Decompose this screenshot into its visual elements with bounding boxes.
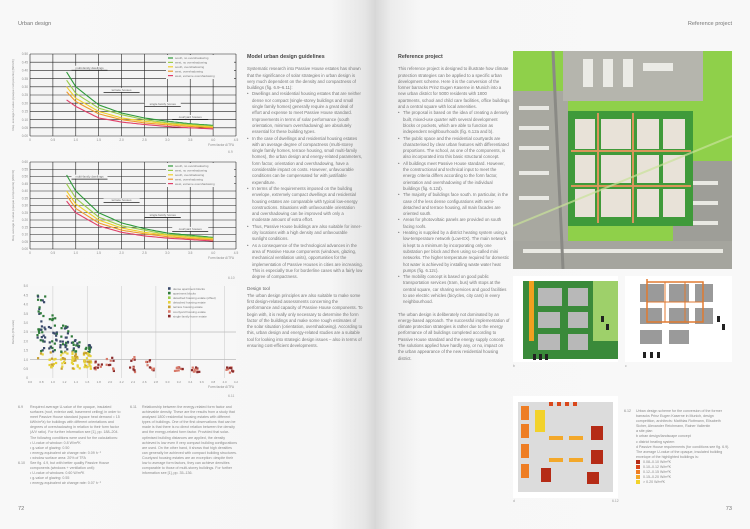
legend-item: 0.15–0.20 W/m²K — [636, 475, 730, 480]
chart-6-9 — [8, 50, 240, 150]
svg-text:3.6: 3.6 — [199, 380, 204, 384]
figure-ref-6-10: 6.10 — [228, 276, 235, 280]
running-head-right: Reference project — [687, 21, 732, 27]
svg-text:2.0: 2.0 — [119, 251, 124, 255]
section-heading: Reference project — [398, 54, 443, 60]
caption-6-9-6-10 — [18, 405, 126, 487]
svg-text:1.0: 1.0 — [73, 251, 78, 255]
legend-swatch-icon — [636, 480, 640, 484]
svg-text:3.0: 3.0 — [165, 251, 170, 255]
svg-text:4.2: 4.2 — [233, 380, 239, 384]
svg-text:1.5: 1.5 — [96, 251, 101, 255]
svg-text:5.0: 5.0 — [23, 284, 28, 289]
svg-text:west, extreme overshadowing: west, extreme overshadowing — [175, 181, 215, 186]
svg-text:2.5: 2.5 — [23, 330, 28, 335]
page-number-right: 73 — [725, 506, 732, 512]
design-tool-paragraph: The urban design principles are also suitable to make some first design-related assessments concerning the performance and capacity of Passive House components. To begin with, it is really only necessary to determine the form factor of the buildings and make some rough estimates of the solar situation (orientation, overshadowing). According to this, urban design and energy-related studies are a suitable tool for looking into strategic design issues – also in terms of ensuring cost-efficient developments. — [247, 292, 363, 349]
svg-text:4.0: 4.0 — [210, 138, 216, 142]
project-list — [398, 110, 510, 305]
svg-text:0.40: 0.40 — [21, 68, 28, 73]
caption-6-12: 6.12 Urban design scheme for the conversion of the former barracks Prinz Eugen Kaserne in Munich, design competition, architects: Matthias Rottmann, Elisabeth Sicher, Alexander Reichmann, Rainer Vallentin a site plan b urban design/landscape concept c district heating system d Passive House requirements (for conditions see fig. 6.9). The average U-value of the opaque, insulated building envelope of the highlighted buildings is: 0.08–0.10 W/m²K 0.10–0.12 W/m²K 0.12–0.15 W/m²K 0.15–0.20 W/m²K > 0.20 W/m²K — [624, 409, 730, 485]
svg-text:4.5: 4.5 — [233, 138, 239, 142]
chart-6-11 — [8, 282, 240, 392]
list-item: • The public space and the residential courtyards are characterised by clear urban features with differentiated proportions. The school, as one of the components, is also incorporated into this basic structural concept. — [398, 136, 510, 161]
u-value-chart-1 — [8, 50, 240, 150]
svg-text:3.4: 3.4 — [188, 380, 193, 384]
svg-text:0.15: 0.15 — [21, 225, 28, 230]
svg-text:2.0: 2.0 — [119, 138, 124, 142]
svg-text:2.0: 2.0 — [23, 339, 28, 344]
svg-text:0.10: 0.10 — [21, 117, 28, 122]
guidelines-list — [247, 91, 363, 280]
svg-text:1.0: 1.0 — [73, 138, 78, 142]
svg-text:1.4: 1.4 — [73, 380, 78, 384]
list-item: • Heating is supplied by a district heating system using a low-temperature network (Low-EX). The main network is kept to a minimum by incorporating only one substation per block and then using so-called mini networks. The higher temperature required for domestic hot water is achieved by installing waste water heat pumps (fig. 6.12c). — [398, 230, 510, 274]
svg-text:0.8: 0.8 — [39, 380, 44, 384]
svg-text:0.05: 0.05 — [21, 239, 28, 244]
svg-text:2.2: 2.2 — [119, 380, 124, 384]
svg-text:0.45: 0.45 — [21, 60, 28, 65]
svg-text:3.5: 3.5 — [188, 251, 193, 255]
list-item: • The proposal is based on the idea of creating a densely built, mixed-use quarter with several development blocks or pockets, which are able to function as independent neighbourhoods (fig. 6.12a and b). — [398, 110, 510, 135]
svg-text:3.0: 3.0 — [165, 380, 170, 384]
svg-text:0.35: 0.35 — [21, 76, 28, 81]
svg-text:0.25: 0.25 — [21, 210, 28, 215]
chart-6-10 — [8, 158, 240, 263]
svg-text:Form factor A/TFA: Form factor A/TFA — [208, 143, 234, 147]
svg-text:Form factor A/TFA: Form factor A/TFA — [208, 256, 234, 260]
site-plan-image — [513, 51, 732, 269]
svg-text:terrace houses: terrace houses — [111, 87, 132, 92]
svg-text:2.5: 2.5 — [142, 251, 147, 255]
figure-label-c: c — [625, 364, 627, 368]
intro-paragraph: This reference project is designed to illustrate how climate protection strategies can be applied to a specific urban development scheme. Here it is the conversion of the former barracks Prinz Eugen Kaserne in Munich into a new urban district for 5000 residents with 1800 apartments, school and child care facilities, office buildings and a central square with local amenities. — [398, 66, 510, 110]
model-guidelines-column — [247, 54, 363, 349]
svg-text:south, overshadowing: south, overshadowing — [175, 65, 205, 69]
svg-text:courtyard houses: courtyard houses — [178, 114, 202, 119]
svg-text:0.35: 0.35 — [21, 196, 28, 201]
legend-swatch-icon — [636, 470, 640, 474]
svg-text:0.60: 0.60 — [21, 160, 28, 165]
aerial-site-plan — [513, 51, 732, 269]
svg-text:detached housing estate: detached housing estate — [173, 300, 206, 305]
legend-swatch-icon — [636, 465, 640, 469]
svg-text:4.5: 4.5 — [233, 251, 239, 255]
running-head-left: Urban design — [18, 21, 52, 27]
svg-text:west, overshadowing: west, overshadowing — [175, 69, 204, 74]
svg-text:0.05: 0.05 — [21, 126, 28, 130]
svg-text:4.0: 4.0 — [210, 251, 216, 255]
svg-text:1.5: 1.5 — [23, 348, 28, 353]
svg-text:0.20: 0.20 — [21, 101, 28, 106]
svg-text:2.0: 2.0 — [108, 380, 113, 384]
svg-text:2.8: 2.8 — [153, 380, 158, 384]
svg-text:courtyard houses: courtyard houses — [178, 226, 202, 231]
svg-text:west, extreme overshadowing: west, extreme overshadowing — [175, 73, 215, 78]
subheading-design-tool: Design tool — [247, 286, 270, 292]
svg-text:south, no overshadowing: south, no overshadowing — [175, 56, 209, 61]
svg-text:1.6: 1.6 — [85, 380, 90, 384]
legend-item: > 0.20 W/m²K — [636, 480, 730, 485]
svg-text:Density (FSI-ratio): Density (FSI-ratio) — [11, 319, 15, 345]
svg-text:0.50: 0.50 — [21, 174, 28, 179]
svg-text:terrace houses: terrace houses — [111, 198, 132, 203]
svg-text:2.5: 2.5 — [142, 138, 147, 142]
svg-text:dense apartment blocks: dense apartment blocks — [173, 286, 205, 291]
svg-text:1.0: 1.0 — [50, 380, 55, 384]
svg-text:apartment blocks: apartment blocks — [173, 291, 196, 296]
svg-text:west, overshadowing: west, overshadowing — [175, 177, 204, 182]
svg-text:0.30: 0.30 — [21, 85, 28, 89]
svg-text:Req. average U-value (opaque c: Req. average U-value (opaque components) [W/m²K] — [11, 59, 15, 131]
svg-text:1.2: 1.2 — [62, 380, 67, 384]
right-page — [376, 0, 750, 529]
svg-text:0.30: 0.30 — [21, 203, 28, 208]
legend-swatch-icon — [636, 460, 640, 464]
svg-text:3.2: 3.2 — [176, 380, 181, 384]
svg-text:3.0: 3.0 — [23, 321, 28, 325]
passive-house-requirements-diagram — [513, 396, 618, 498]
svg-text:0.5: 0.5 — [50, 251, 56, 255]
svg-text:courtyard housing estate: courtyard housing estate — [173, 309, 206, 314]
svg-text:south, no overshadowing: south, no overshadowing — [175, 164, 209, 169]
svg-text:0.55: 0.55 — [21, 167, 28, 172]
svg-text:multi-family dwellings: multi-family dwellings — [75, 65, 104, 70]
svg-text:0.00: 0.00 — [21, 247, 28, 252]
list-item: • In the case of dwellings and residential housing estates with an average degree of compactness (multi-storey single family homes, terrace housing, small multi-family homes), the urban design and energy-related parameters, form factor, orientation and overshadowing, have a considerable impact on costs. However, unfavourable conditions can be compensated for with justifiable expenditure. — [247, 136, 363, 186]
svg-text:0.5: 0.5 — [50, 138, 56, 142]
svg-text:west, no overshadowing: west, no overshadowing — [175, 60, 208, 65]
svg-text:1.5: 1.5 — [96, 138, 101, 142]
svg-text:3.8: 3.8 — [211, 380, 216, 384]
svg-text:0.15: 0.15 — [21, 109, 28, 114]
svg-text:3.5: 3.5 — [188, 138, 193, 142]
svg-text:3.5: 3.5 — [23, 311, 28, 316]
svg-text:0: 0 — [29, 138, 31, 142]
caption-6-11: 6.11 Relationship between the energy-related form factor and achievable density. These are the results from a study that analysed 1800 residential housing estates with different types of buildings. One of the first observations that can be made is that there is no direct relation between the density and the energy-related form factor. Provided that solar-optimised building distances are applied, the density achieved is low even if very compact building configurations are used. On the other hand, it shows that high densities can generally be achieved with compact building structures. Courtyard housing estates are an exception: despite their low to average form factors, they can achieve densities comparable to those of multi-storey buildings. For further information see [1], pp. 35–136. — [130, 405, 238, 476]
list-item: • The mobility concept is based on good public transportation services (tram, bus) with stops at the central square, car sharing services and good facilities to use electric vehicles (bicycles, city cars) in every neighbourhood. — [398, 274, 510, 305]
svg-text:multi-family dwellings: multi-family dwellings — [75, 174, 104, 179]
caption-6-10: 6.10 See fig. 4.9, but with better quality Passive House components (windows + ventilation unit): • U-value of windows: 0.60 W/m²K • g-value of glazing: 0.55 • energy-equivalent air change rate: 0.07 h⁻¹ — [18, 461, 110, 486]
svg-text:south, overshadowing: south, overshadowing — [175, 173, 205, 177]
svg-text:Req. average U-value (opaque c: Req. average U-value (opaque components) [W/m²K] — [11, 170, 15, 241]
list-item: • Areas for photovoltaic panels are provided on south facing roofs. — [398, 217, 510, 230]
list-item: • Thus, Passive House buildings are also suitable for inner-city locations with a high density and unfavourable sunlight conditions. — [247, 224, 363, 243]
svg-text:1.8: 1.8 — [96, 380, 101, 384]
list-item: • As a consequence of the technological advances in the area of Passive House components (windows, glazing, mechanical ventilation units), opportunities for the implementation of Passive Houses in cities are increasing. This is especially true for borderline cases with a fairly low degree of compactness. — [247, 243, 363, 281]
figure-label-b: b — [513, 364, 515, 368]
list-item: • Dwellings and residential housing estates that are neither dense nor compact (single-storey buildings and small single family homes) generally require a great deal of effort and expense to meet Passive House standard. Improvements in terms of solar performance (south orientation, minimum overshadowing) are absolutely essential for these building types. — [247, 91, 363, 135]
legend-item: 0.12–0.15 W/m²K — [636, 470, 730, 475]
landscape-concept-diagram — [513, 276, 618, 362]
closing-paragraph: The urban design is deliberately not dominated by an energy-based approach. The successful implementation of climate protection strategies is rather due to the energy performance of all buildings completed according to Passive House standard and the energy supply concept. The solutions applied have hardly any, or no, impact on the urban appearance of the new residential housing district. — [398, 311, 510, 361]
legend-item: 0.10–0.12 W/m²K — [636, 465, 730, 470]
caption-6-9: 6.9 Required average U-value of the opaque, insulated surfaces (roof, exterior wall, basement ceiling) in order to meet Passive House standard (space heat demand = 15 kWh/m²a) for buildings with different orientations and degrees of overshadowing in relation to their form factor (A/V ratio). For further information see [1], pp. 188–204. The following conditions were used for the calculations: • U-value of window: 0.8 W/m²K • g-value of glazing: 0.50 • energy-equivalent air change rate: 0.09 h⁻¹ • window surface area: 20% of TFA — [18, 405, 121, 460]
density-scatter-chart — [8, 282, 240, 392]
svg-text:2.6: 2.6 — [142, 380, 147, 384]
page-number-left: 72 — [18, 506, 25, 512]
section-heading: Model urban design guidelines — [247, 54, 325, 60]
intro-paragraph: Systematic research into Passive House estates has shown that the significance of solar strategies in urban design is very much dependent on the density and compactness of buildings (fig. 6.9–6.11): — [247, 66, 361, 91]
reference-project-column — [398, 54, 510, 362]
svg-text:0.50: 0.50 — [21, 52, 28, 57]
district-heating-diagram — [625, 276, 732, 362]
svg-text:single family home estate: single family home estate — [173, 314, 207, 319]
svg-text:0.45: 0.45 — [21, 181, 28, 186]
svg-text:0.40: 0.40 — [21, 189, 28, 194]
svg-text:4.0: 4.0 — [222, 380, 227, 384]
svg-text:2.4: 2.4 — [130, 380, 136, 384]
list-item: • The majority of buildings face south. In particular, in the case of the less dense configurations with semi-detached and terrace housing, all main facades are oriented south. — [398, 192, 510, 217]
svg-text:0.6: 0.6 — [27, 380, 33, 384]
svg-text:0: 0 — [26, 376, 28, 381]
svg-text:4.0: 4.0 — [23, 302, 28, 307]
legend-item: 0.08–0.10 W/m²K — [636, 460, 730, 465]
svg-text:0.00: 0.00 — [21, 134, 28, 139]
svg-text:Form factor A/TFA: Form factor A/TFA — [208, 385, 234, 389]
svg-text:single family homes: single family homes — [149, 212, 176, 217]
legend-swatch-icon — [636, 475, 640, 479]
list-item: • In terms of the requirements imposed on the building envelope, extremely compact dwellings and residential housing estates are comparable with typical low-energy constructions. Situations with unfavourable orientation and overshadowing can be improved with only a moderate amount of extra effort. — [247, 186, 363, 224]
u-value-chart-2 — [8, 158, 240, 263]
figure-ref-6-9: 6.9 — [228, 150, 233, 154]
figure-ref-6-11: 6.11 — [228, 394, 235, 398]
figure-number-6-12: 6.12 — [612, 499, 619, 503]
svg-text:west, no overshadowing: west, no overshadowing — [175, 168, 208, 173]
figure-label-d: d — [513, 499, 515, 503]
svg-text:single family homes: single family homes — [149, 101, 176, 106]
svg-text:detached housing estate (offse: detached housing estate (offset) — [173, 296, 216, 300]
svg-text:0.5: 0.5 — [23, 367, 28, 371]
svg-text:1.0: 1.0 — [23, 357, 28, 362]
svg-text:0: 0 — [29, 251, 31, 255]
svg-text:terrace housing estate: terrace housing estate — [173, 305, 203, 310]
svg-text:4.5: 4.5 — [23, 293, 28, 298]
svg-text:0.25: 0.25 — [21, 93, 28, 98]
svg-text:0.10: 0.10 — [21, 232, 28, 237]
svg-text:0.20: 0.20 — [21, 218, 28, 223]
list-item: • All buildings meet Passive House standard. However, the constructional and technical input to meet the energy criteria differs according to the form factor, orientation and overshadowing of the individual buildings (fig. 6.12d). — [398, 161, 510, 192]
svg-text:3.0: 3.0 — [165, 138, 170, 142]
